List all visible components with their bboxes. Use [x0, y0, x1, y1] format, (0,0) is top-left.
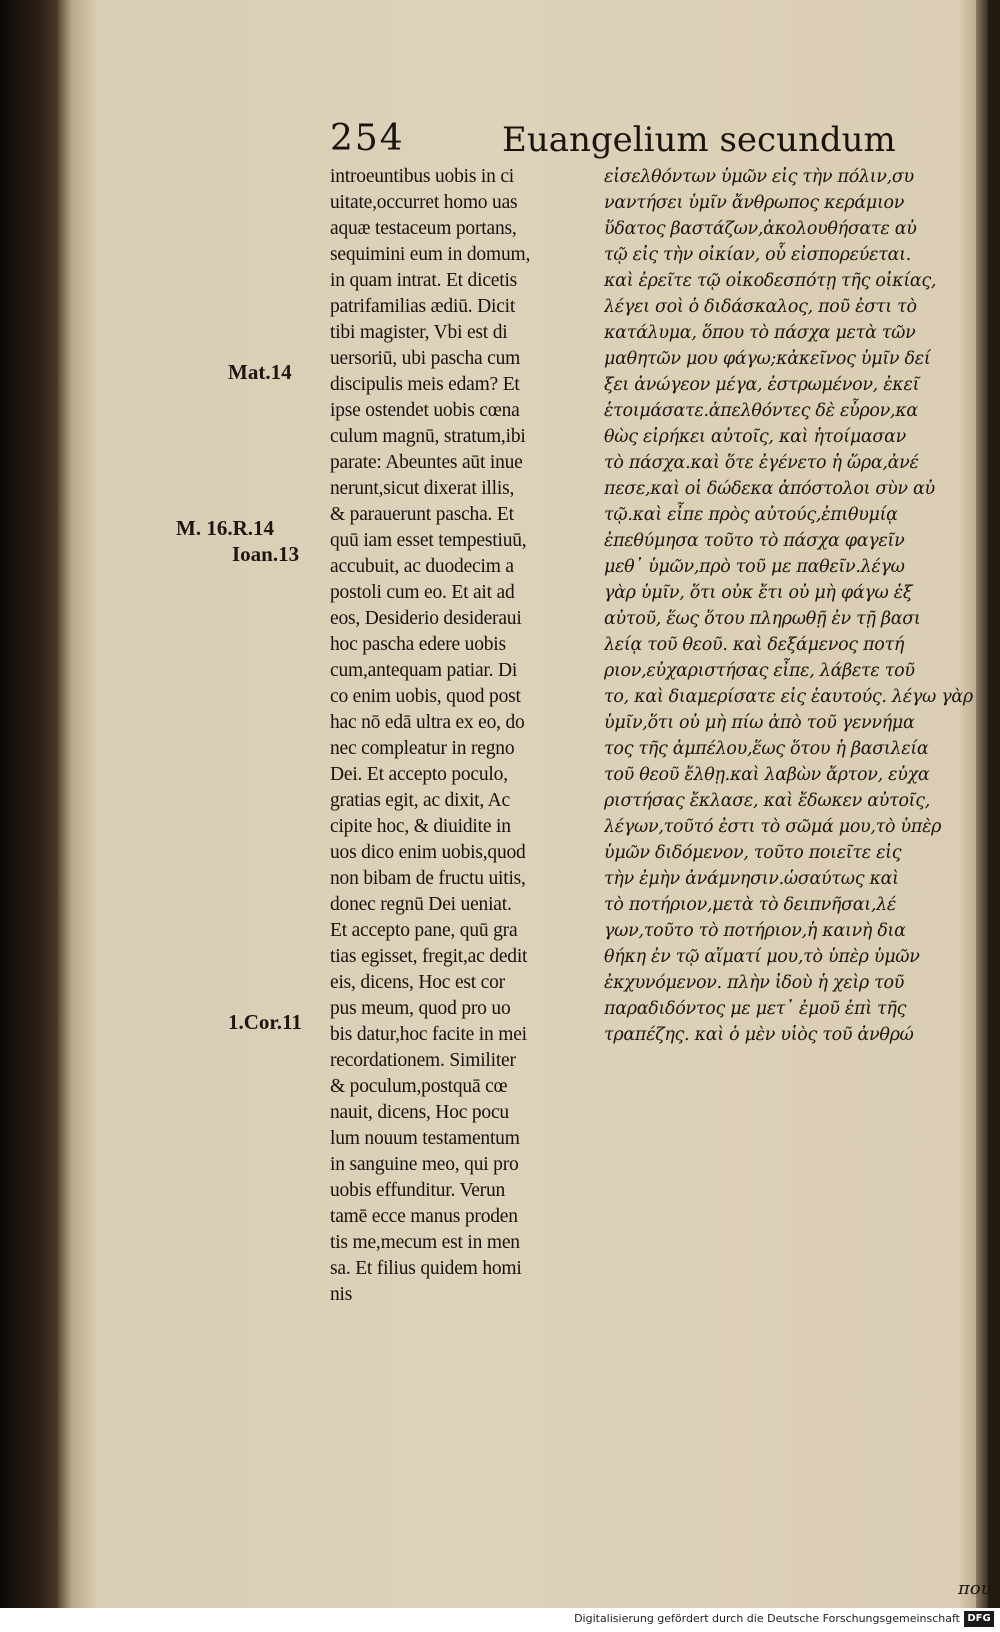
latin-text-column: [330, 164, 596, 1308]
latin-line: aquæ testaceum portans,: [330, 218, 517, 239]
latin-line: uos dico enim uobis,quod: [330, 842, 526, 863]
greek-line: τῷ.καὶ εἶπε πρὸς αὐτούς,ἐπιθυμίᾳ: [604, 505, 898, 525]
greek-line: τὸ ποτήριον,μετὰ τὸ δειπνῆσαι,λέ: [604, 895, 896, 915]
greek-line: ναντήσει ὑμῖν ἄνθρωπος κεράμιον: [604, 193, 905, 213]
margin-note-m16-r14: M. 16.R.14: [176, 516, 274, 540]
greek-line: ξει ἀνώγεον μέγα, ἐστρωμένον, ἐκεῖ: [604, 375, 920, 395]
margin-note-ioan13: Ioan.13: [232, 542, 300, 566]
footer-bar: [0, 1608, 1000, 1632]
latin-line: eos, Desiderio desideraui: [330, 608, 522, 629]
greek-line: λέγων,τοῦτό ἐστι τὸ σῶμά μου,τὸ ὑπὲρ: [604, 817, 942, 837]
greek-line: κατάλυμα, ὅπου τὸ πάσχα μετὰ τῶν: [604, 323, 916, 343]
greek-line: αὐτοῦ, ἕως ὅτου πληρωθῇ ἐν τῇ βασι: [604, 609, 921, 629]
greek-line: παραδιδόντος με μετ᾽ ἐμοῦ ἐπὶ τῆς: [604, 999, 907, 1019]
greek-line: πεσε,καὶ οἱ δώδεκα ἀπόστολοι σὺν αὐ: [604, 479, 935, 499]
latin-line: quū iam esset tempestiuū,: [330, 530, 527, 551]
greek-line: ἐπεθύμησα τοῦτο τὸ πάσχα φαγεῖν: [604, 531, 905, 551]
margin-note-1cor11: 1.Cor.11: [228, 1010, 302, 1034]
running-title: Euangelium secundum: [502, 120, 896, 160]
latin-line: parate: Abeuntes aūt inue: [330, 452, 523, 473]
book-spine: [0, 0, 58, 1632]
latin-line: cipite hoc, & diuidite in: [330, 816, 511, 837]
greek-line: καὶ ἐρεῖτε τῷ οἰκοδεσπότῃ τῆς οἰκίας,: [604, 271, 937, 291]
page-header: [330, 118, 896, 170]
latin-line: tamē ecce manus proden: [330, 1206, 518, 1227]
latin-line: & poculum,postquā cœ: [330, 1076, 508, 1097]
latin-line: tias egisset, fregit,ac dedit: [330, 946, 528, 967]
margin-note-mat14: Mat.14: [228, 360, 292, 384]
latin-line: tibi magister, Vbi est di: [330, 322, 508, 343]
latin-line: sequimini eum in domum,: [330, 244, 531, 265]
latin-line: & parauerunt pascha. Et: [330, 504, 514, 525]
latin-line: uobis effunditur. Verun: [330, 1180, 506, 1201]
greek-line: ριον,εὐχαριστήσας εἶπε, λάβετε τοῦ: [604, 661, 915, 681]
latin-line: bis datur,hoc facite in mei: [330, 1024, 527, 1045]
greek-line: θήκη ἐν τῷ αἵματί μου,τὸ ὑπὲρ ὑμῶν: [604, 947, 920, 967]
latin-line: pus meum, quod pro uo: [330, 998, 511, 1019]
dfg-logo: DFG: [964, 1611, 994, 1627]
funding-notice: Digitalisierung gefördert durch die Deutsche Forschungsgemeinschaft: [574, 1612, 960, 1625]
greek-line: τοῦ θεοῦ ἔλθῃ.καὶ λαβὼν ἄρτον, εὐχα: [604, 765, 930, 785]
latin-line: hoc pascha edere uobis: [330, 634, 506, 655]
greek-text-column: [604, 164, 984, 1048]
latin-line: introeuntibus uobis in ci: [330, 166, 515, 187]
latin-line: patrifamilias ædiū. Dicit: [330, 296, 516, 317]
latin-line: hac nō edā ultra ex eo, do: [330, 712, 525, 733]
greek-line: μεθ᾽ ὑμῶν,πρὸ τοῦ με παθεῖν.λέγω: [604, 557, 905, 577]
latin-line: nec compleatur in regno: [330, 738, 515, 759]
latin-line: recordationem. Similiter: [330, 1050, 516, 1071]
latin-line: postoli cum eo. Et ait ad: [330, 582, 515, 603]
catchword: που: [958, 1578, 992, 1599]
greek-line: το, καὶ διαμερίσατε εἰς ἑαυτούς. λέγω γὰρ: [604, 687, 973, 707]
latin-line: discipulis meis edam? Et: [330, 374, 520, 395]
latin-line: nauit, dicens, Hoc pocu: [330, 1102, 509, 1123]
latin-line: cum,antequam patiar. Di: [330, 660, 518, 681]
greek-line: γων,τοῦτο τὸ ποτήριον,ἡ καινὴ δια: [604, 921, 906, 941]
greek-line: λείᾳ τοῦ θεοῦ. καὶ δεξάμενος ποτή: [604, 635, 905, 655]
latin-line: in quam intrat. Et dicetis: [330, 270, 518, 291]
greek-line: ἑτοιμάσατε.ἀπελθόντες δὲ εὗρον,κα: [604, 401, 918, 421]
greek-line: ὑμῶν διδόμενον, τοῦτο ποιεῖτε εἰς: [604, 843, 902, 863]
greek-line: τὸ πάσχα.καὶ ὅτε ἐγένετο ἡ ὥρα,ἀνέ: [604, 453, 919, 473]
greek-line: ὑμῖν,ὅτι οὐ μὴ πίω ἀπὸ τοῦ γεννήμα: [604, 713, 915, 733]
latin-line: uitate,occurret homo uas: [330, 192, 518, 213]
latin-line: donec regnū Dei ueniat.: [330, 894, 512, 915]
greek-line: γὰρ ὑμῖν, ὅτι οὐκ ἔτι οὐ μὴ φάγω ἐξ: [604, 583, 913, 603]
greek-line: μαθητῶν μου φάγω;κἀκεῖνος ὑμῖν δεί: [604, 349, 931, 369]
greek-line: τραπέζης. καὶ ὁ μὲν υἱὸς τοῦ ἀνθρώ: [604, 1025, 914, 1045]
greek-line: λέγει σοὶ ὁ διδάσκαλος, ποῦ ἐστι τὸ: [604, 297, 917, 317]
latin-line: uersoriū, ubi pascha cum: [330, 348, 521, 369]
latin-line: non bibam de fructu uitis,: [330, 868, 526, 889]
greek-line: ἐκχυνόμενον. πλὴν ἰδοὺ ἡ χεὶρ τοῦ: [604, 973, 905, 993]
latin-line: ipse ostendet uobis cœna: [330, 400, 520, 421]
latin-line: Dei. Et accepto poculo,: [330, 764, 508, 785]
greek-line: ὕδατος βαστάζων,ἀκολουθήσατε αὐ: [604, 219, 917, 239]
latin-line: culum magnū, stratum,ibi: [330, 426, 526, 447]
page-number: 254: [330, 118, 405, 159]
latin-line: co enim uobis, quod post: [330, 686, 521, 707]
latin-line: tis me,mecum est in men: [330, 1232, 520, 1253]
greek-line: εἰσελθόντων ὑμῶν εἰς τὴν πόλιν,συ: [604, 167, 914, 187]
latin-line: nerunt,sicut dixerat illis,: [330, 478, 515, 499]
latin-line: lum nouum testamentum: [330, 1128, 520, 1149]
latin-line: in sanguine meo, qui pro: [330, 1154, 519, 1175]
greek-line: θὼς εἰρήκει αὐτοῖς, καὶ ἡτοίμασαν: [604, 427, 906, 447]
latin-line: Et accepto pane, quū gra: [330, 920, 518, 941]
greek-line: τος τῆς ἀμπέλου,ἕως ὅτου ἡ βασιλεία: [604, 739, 929, 759]
greek-line: ριστήσας ἔκλασε, καὶ ἔδωκεν αὐτοῖς,: [604, 791, 931, 811]
latin-line: sa. Et filius quidem homi: [330, 1258, 522, 1279]
greek-line: τὴν ἐμὴν ἀνάμνησιν.ὡσαύτως καὶ: [604, 869, 899, 889]
latin-line: nis: [330, 1284, 353, 1305]
latin-line: accubuit, ac duodecim a: [330, 556, 514, 577]
latin-line: eis, dicens, Hoc est cor: [330, 972, 505, 993]
greek-line: τῷ εἰς τὴν οἰκίαν, οὗ εἰσπορεύεται.: [604, 245, 911, 265]
latin-line: gratias egit, ac dixit, Ac: [330, 790, 510, 811]
